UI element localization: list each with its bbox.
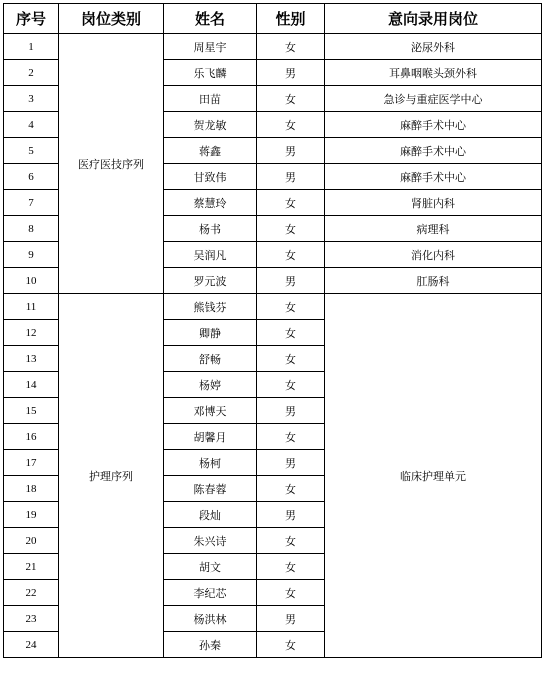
name-cell: 熊钱芬 — [164, 294, 257, 320]
header-cell-position: 意向录用岗位 — [325, 4, 542, 34]
sex-cell: 男 — [257, 398, 325, 424]
name-cell: 孙秦 — [164, 632, 257, 658]
sex-cell: 女 — [257, 528, 325, 554]
row-number-cell: 22 — [4, 580, 59, 606]
name-cell: 卿静 — [164, 320, 257, 346]
sex-cell: 女 — [257, 632, 325, 658]
position-cell: 急诊与重症医学中心 — [325, 86, 542, 112]
row-number-cell: 11 — [4, 294, 59, 320]
sex-cell: 女 — [257, 320, 325, 346]
sex-cell: 男 — [257, 268, 325, 294]
name-cell: 舒畅 — [164, 346, 257, 372]
name-cell: 段灿 — [164, 502, 257, 528]
position-cell-nursing: 临床护理单元 — [325, 294, 542, 658]
sex-cell: 男 — [257, 164, 325, 190]
row-number-cell: 16 — [4, 424, 59, 450]
sex-cell: 女 — [257, 112, 325, 138]
name-cell: 杨书 — [164, 216, 257, 242]
position-cell: 泌尿外科 — [325, 34, 542, 60]
header-cell-number: 序号 — [4, 4, 59, 34]
sex-cell: 女 — [257, 346, 325, 372]
row-number-cell: 9 — [4, 242, 59, 268]
table-row — [4, 294, 542, 320]
category-cell-nursing: 护理序列 — [59, 294, 164, 658]
name-cell: 杨柯 — [164, 450, 257, 476]
row-number-cell: 5 — [4, 138, 59, 164]
sex-cell: 女 — [257, 580, 325, 606]
position-cell: 耳鼻咽喉头颈外科 — [325, 60, 542, 86]
name-cell: 朱兴诗 — [164, 528, 257, 554]
row-number-cell: 2 — [4, 60, 59, 86]
row-number-cell: 6 — [4, 164, 59, 190]
name-cell: 杨婷 — [164, 372, 257, 398]
row-number-cell: 13 — [4, 346, 59, 372]
row-number-cell: 4 — [4, 112, 59, 138]
row-number-cell: 10 — [4, 268, 59, 294]
name-cell: 杨洪林 — [164, 606, 257, 632]
position-cell: 消化内科 — [325, 242, 542, 268]
name-cell: 吴润凡 — [164, 242, 257, 268]
name-cell: 胡文 — [164, 554, 257, 580]
row-number-cell: 24 — [4, 632, 59, 658]
header-row — [4, 4, 542, 34]
name-cell: 贺龙敏 — [164, 112, 257, 138]
position-cell: 麻醉手术中心 — [325, 164, 542, 190]
recruitment-table — [3, 3, 542, 658]
row-number-cell: 8 — [4, 216, 59, 242]
sex-cell: 女 — [257, 294, 325, 320]
name-cell: 胡馨月 — [164, 424, 257, 450]
sex-cell: 女 — [257, 216, 325, 242]
name-cell: 周星宇 — [164, 34, 257, 60]
sex-cell: 女 — [257, 86, 325, 112]
row-number-cell: 14 — [4, 372, 59, 398]
position-cell: 麻醉手术中心 — [325, 138, 542, 164]
sex-cell: 女 — [257, 476, 325, 502]
sex-cell: 女 — [257, 190, 325, 216]
sex-cell: 女 — [257, 554, 325, 580]
row-number-cell: 23 — [4, 606, 59, 632]
header-cell-category: 岗位类别 — [59, 4, 164, 34]
sex-cell: 女 — [257, 372, 325, 398]
sex-cell: 男 — [257, 138, 325, 164]
row-number-cell: 3 — [4, 86, 59, 112]
sex-cell: 女 — [257, 242, 325, 268]
name-cell: 乐飞麟 — [164, 60, 257, 86]
name-cell: 邓博天 — [164, 398, 257, 424]
row-number-cell: 21 — [4, 554, 59, 580]
row-number-cell: 20 — [4, 528, 59, 554]
sex-cell: 男 — [257, 450, 325, 476]
row-number-cell: 1 — [4, 34, 59, 60]
row-number-cell: 15 — [4, 398, 59, 424]
sex-cell: 女 — [257, 34, 325, 60]
name-cell: 蒋鑫 — [164, 138, 257, 164]
name-cell: 蔡慧玲 — [164, 190, 257, 216]
name-cell: 李纪芯 — [164, 580, 257, 606]
sex-cell: 女 — [257, 424, 325, 450]
position-cell: 肛肠科 — [325, 268, 542, 294]
row-number-cell: 19 — [4, 502, 59, 528]
sex-cell: 男 — [257, 60, 325, 86]
sex-cell: 男 — [257, 502, 325, 528]
position-cell: 麻醉手术中心 — [325, 112, 542, 138]
row-number-cell: 7 — [4, 190, 59, 216]
row-number-cell: 18 — [4, 476, 59, 502]
position-cell: 病理科 — [325, 216, 542, 242]
name-cell: 罗元波 — [164, 268, 257, 294]
name-cell: 陈春蓉 — [164, 476, 257, 502]
header-cell-name: 姓名 — [164, 4, 257, 34]
sex-cell: 男 — [257, 606, 325, 632]
row-number-cell: 12 — [4, 320, 59, 346]
name-cell: 甘致伟 — [164, 164, 257, 190]
name-cell: 田苗 — [164, 86, 257, 112]
position-cell: 肾脏内科 — [325, 190, 542, 216]
table-row — [4, 34, 542, 60]
category-cell-medical: 医疗医技序列 — [59, 34, 164, 294]
row-number-cell: 17 — [4, 450, 59, 476]
header-cell-sex: 性别 — [257, 4, 325, 34]
